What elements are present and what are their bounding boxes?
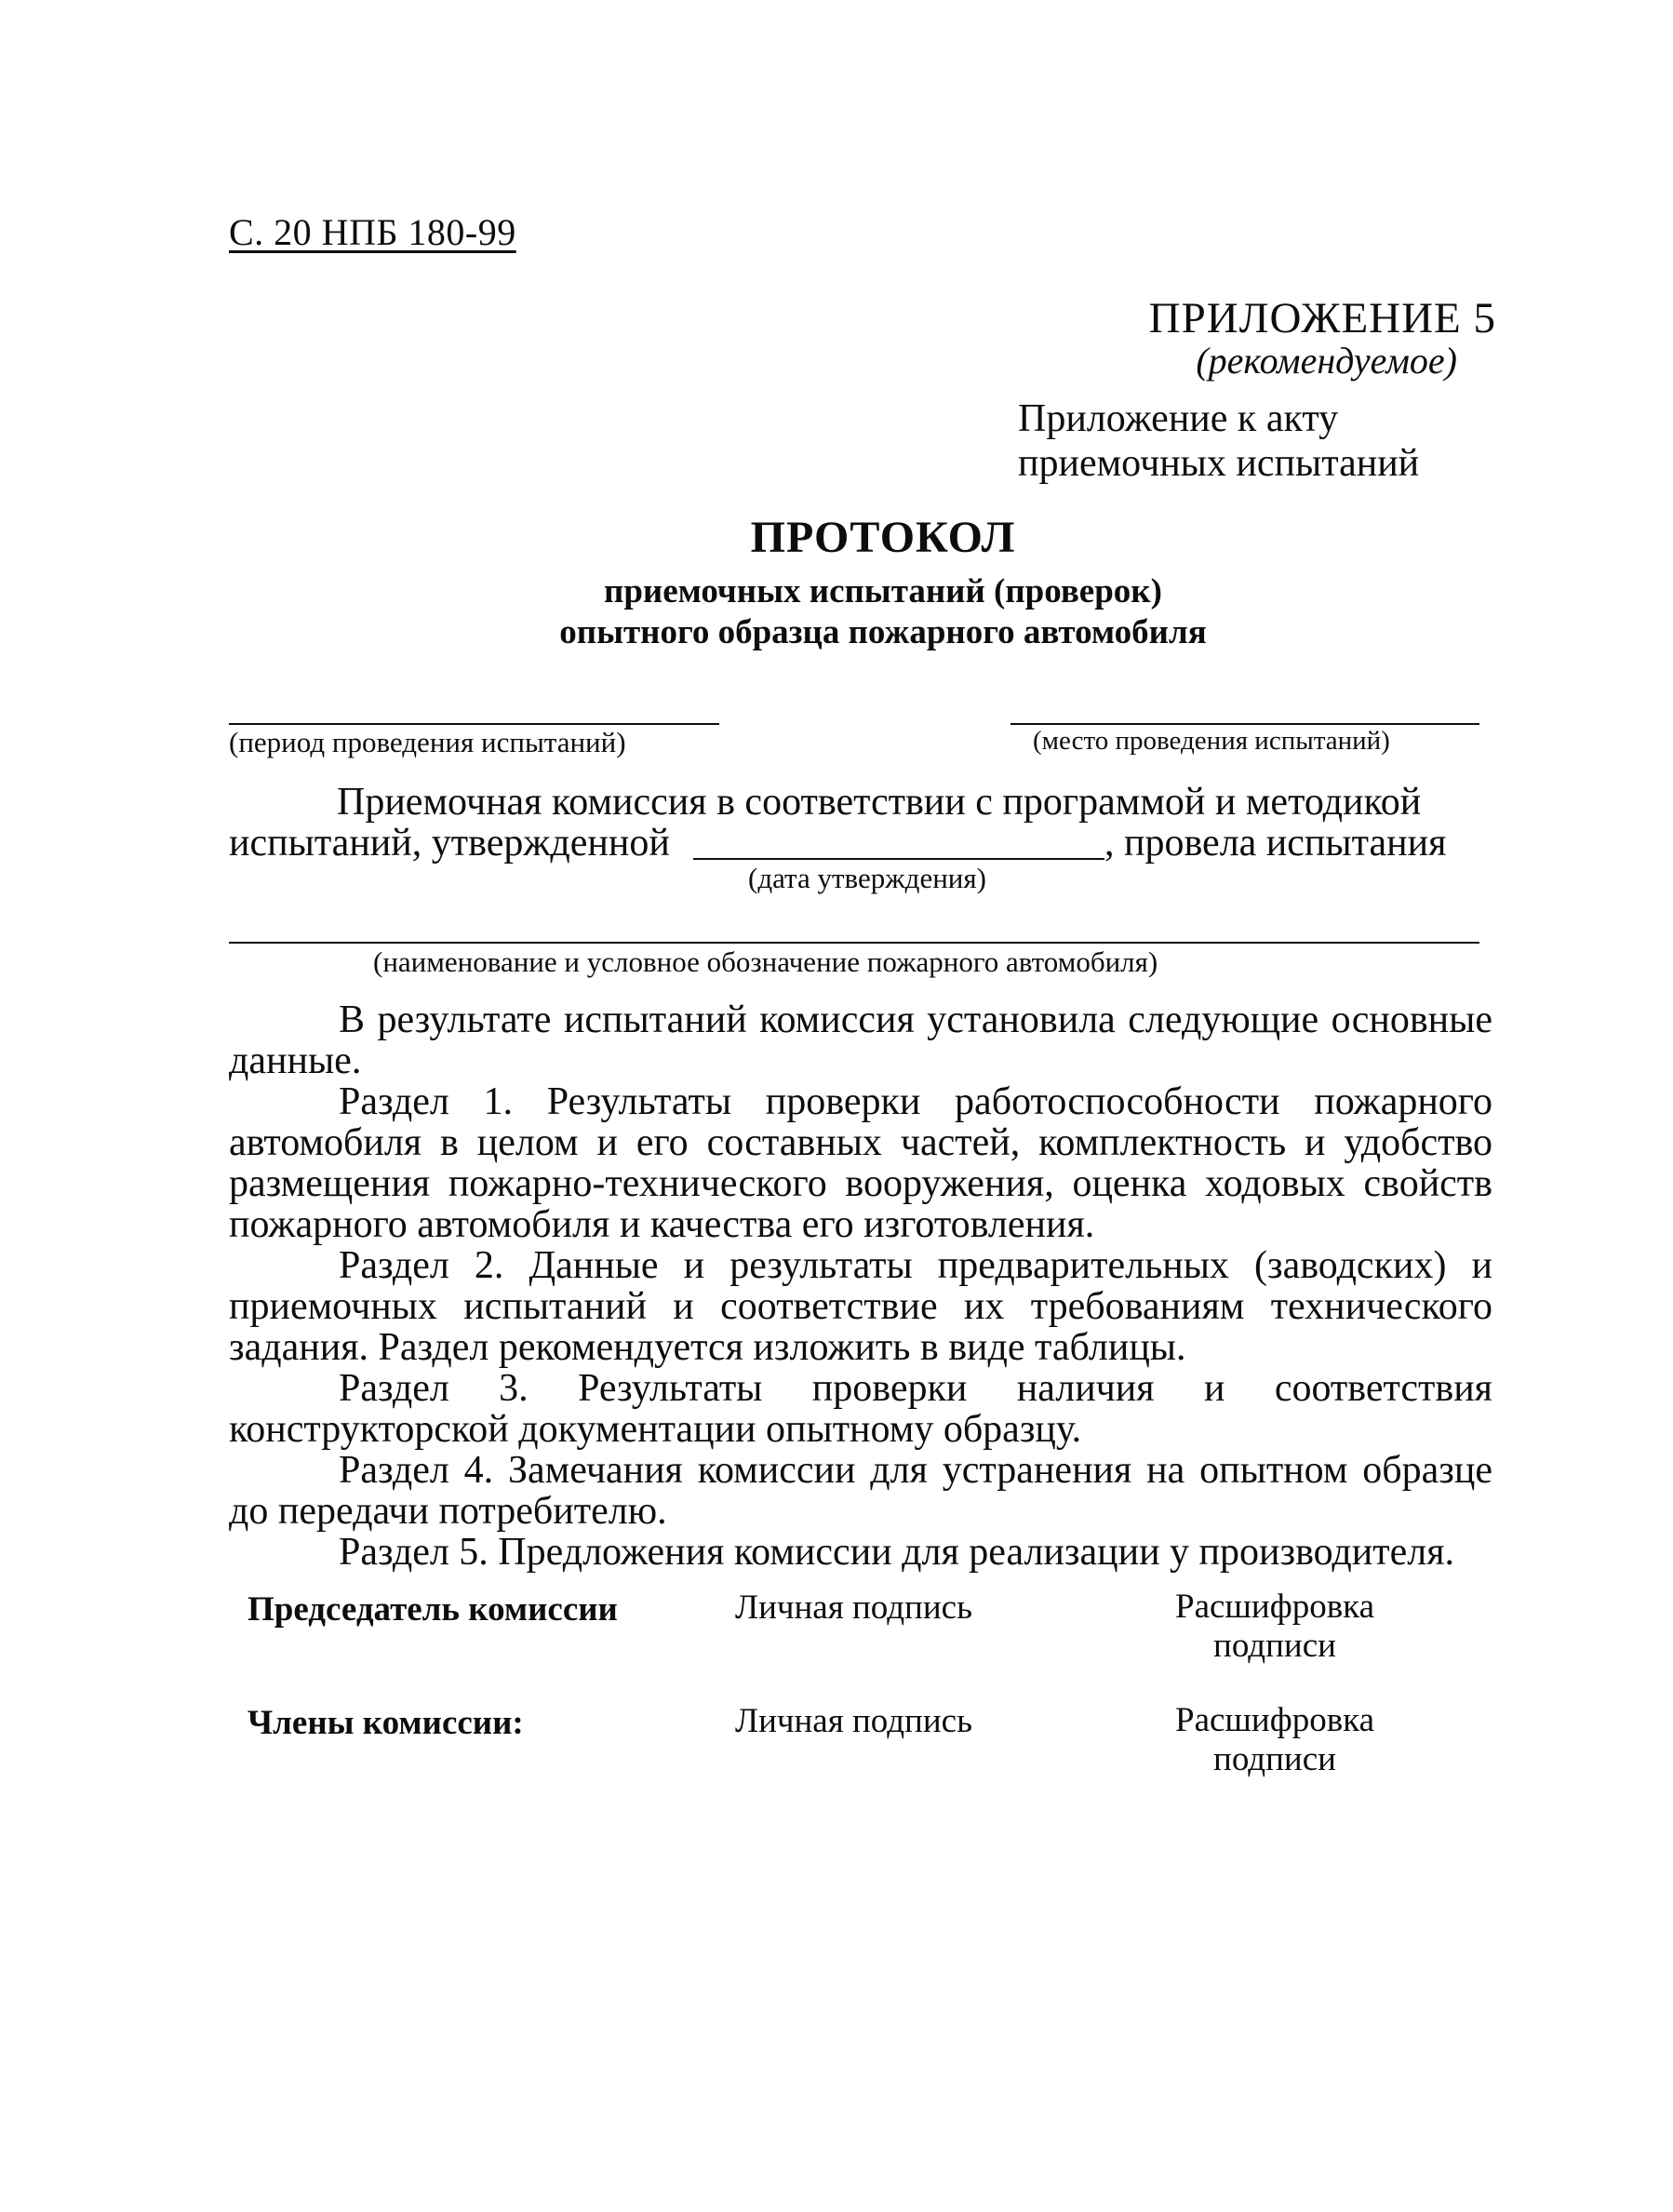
appendix-note: Приложение к акту приемочных испытаний xyxy=(1018,397,1420,485)
page-reference: С. 20 НПБ 180-99 xyxy=(229,211,516,253)
intro-line: Приемочная комиссия в соответствии с программой и методикой xyxy=(337,781,1422,824)
intro-line-end: , провела испытания xyxy=(1104,822,1447,865)
approval-date-line xyxy=(693,858,1104,860)
protocol-body xyxy=(229,999,1492,1573)
chair-signature-label: Личная подпись xyxy=(735,1589,972,1627)
members-label: Члены комиссии: xyxy=(248,1704,524,1742)
section-1-paragraph: Раздел 1. Результаты проверки работоспособности пожарного автомобиля в целом и его составных частей, комплектность и удобство размещения пожарно-технического вооружения, оценка ходовых свойств пожарного автомобиля и качества его изготовления. xyxy=(229,1080,1492,1246)
period-caption: (период проведения испытаний) xyxy=(229,726,626,758)
members-decoding-label: Расшифровка подписи xyxy=(1175,1701,1374,1778)
section-2-paragraph: Раздел 2. Данные и результаты предварительных (заводских) и приемочных испытаний и соответствие их требованиям технического задания. Раздел рекомендуется изложить в виде таблицы. xyxy=(229,1244,1492,1369)
appendix-title: ПРИЛОЖЕНИЕ 5 xyxy=(1148,294,1496,342)
protocol-subtitle: приемочных испытаний (проверок) xyxy=(604,572,1162,610)
protocol-title: ПРОТОКОЛ xyxy=(750,513,1016,562)
members-signature-label: Личная подпись xyxy=(735,1702,972,1740)
period-field-line xyxy=(229,723,719,725)
place-field-line xyxy=(1010,723,1479,725)
chair-decoding-label: Расшифровка подписи xyxy=(1175,1588,1374,1665)
chair-label: Председатель комиссии xyxy=(248,1590,618,1629)
intro-line: испытаний, утвержденной xyxy=(229,822,670,865)
vehicle-caption: (наименование и условное обозначение пожарного автомобиля) xyxy=(373,945,1158,978)
protocol-subtitle: опытного образца пожарного автомобиля xyxy=(559,613,1207,651)
date-caption: (дата утверждения) xyxy=(748,862,986,894)
appendix-type: (рекомендуемое) xyxy=(1196,340,1457,382)
section-4-paragraph: Раздел 4. Замечания комиссии для устранения на опытном образце до передачи потребителю. xyxy=(229,1449,1492,1533)
section-5-paragraph: Раздел 5. Предложения комиссии для реализации у производителя. xyxy=(339,1531,1455,1574)
section-3-paragraph: Раздел 3. Результаты проверки наличия и соответствия конструкторской документации опытному образцу. xyxy=(229,1367,1492,1451)
vehicle-field-line xyxy=(229,942,1479,944)
place-caption: (место проведения испытаний) xyxy=(1033,726,1390,756)
body-paragraph: В результате испытаний комиссия установила следующие основные данные. xyxy=(229,999,1492,1082)
